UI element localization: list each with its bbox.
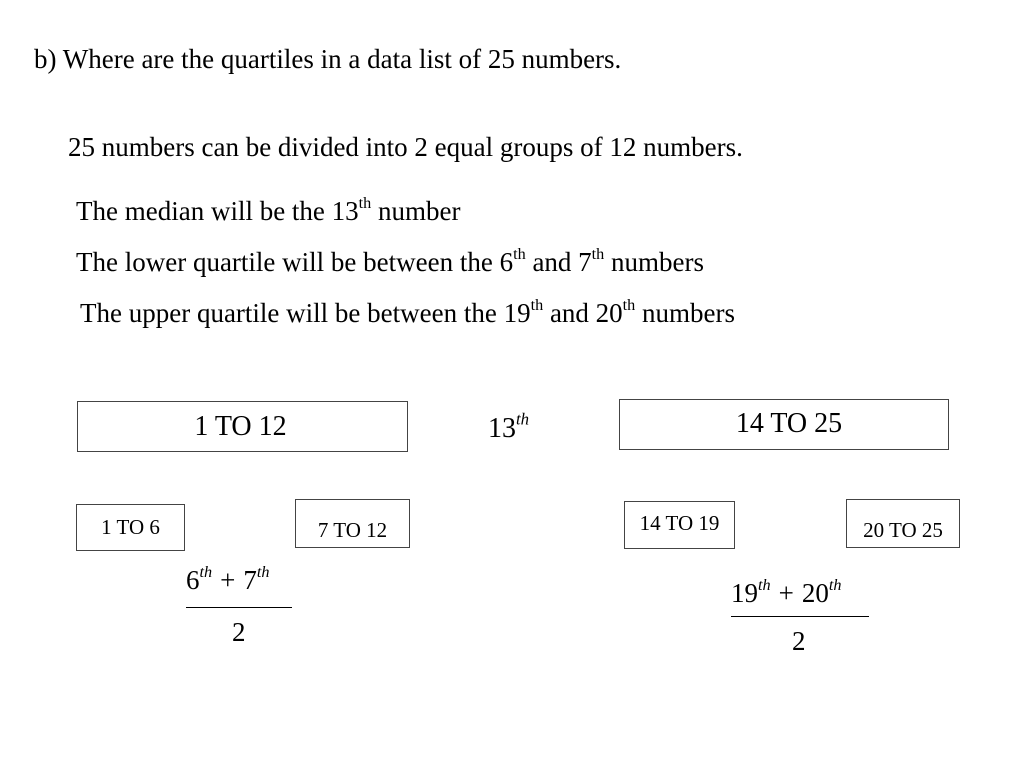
upper-text-end: numbers [635,298,735,328]
subgroup-box-1 [76,504,185,551]
fraction-numerator [731,575,842,609]
lower-text-end: numbers [604,247,704,277]
median-statement [76,193,461,227]
lower-superscript-2: th [591,244,605,263]
explanation-line: 25 numbers can be divided into 2 equal groups of 12 numbers. [68,132,743,162]
subgroup-box-2 [295,499,410,548]
median-position-sup: th [516,409,530,429]
upper-text-mid: and 20 [543,298,623,328]
fraction-term-sup: th [256,562,270,581]
fraction-denominator: 2 [792,626,806,656]
fraction-term-sup: th [828,575,842,594]
group-box-left [77,401,408,452]
upper-superscript-2: th [622,295,636,314]
upper-superscript-1: th [530,295,544,314]
upper-quartile-fraction [731,575,873,668]
lower-quartile-fraction [186,562,296,655]
fraction-term: 19 [731,578,758,608]
plus-sign: + [778,578,794,608]
fraction-term: 6 [186,565,200,595]
median-text: The median will be the 13 [76,196,359,226]
median-position-number: 13 [488,413,516,444]
subgroup-box-3-label: 14 TO 19 [639,510,720,535]
median-text-end: number [371,196,461,226]
subgroup-box-4 [846,499,960,548]
question-text: b) Where are the quartiles in a data list of 25 numbers. [34,44,622,74]
group-box-right [619,399,949,450]
lower-text-mid: and 7 [525,247,592,277]
fraction-bar [731,616,869,617]
fraction-term: 20 [801,578,829,608]
fraction-numerator [186,562,270,596]
lower-text: The lower quartile will be between the 6 [76,247,514,277]
upper-quartile-statement [80,295,735,329]
subgroup-box-2-label: 7 TO 12 [317,518,388,542]
subgroup-box-1-label: 1 TO 6 [101,515,160,539]
fraction-term-sup: th [199,562,213,581]
fraction-denominator: 2 [232,617,246,647]
subgroup-box-4-label: 20 TO 25 [863,518,943,542]
subgroup-box-3 [624,501,735,549]
median-position [488,409,530,445]
upper-text: The upper quartile will be between the 19 [80,298,531,328]
lower-superscript-1: th [513,244,526,263]
lower-quartile-statement [76,244,704,278]
fraction-term: 7 [243,565,257,595]
median-superscript: th [358,193,372,212]
group-box-right-label: 14 TO 25 [735,407,843,439]
fraction-bar [186,607,292,608]
plus-sign: + [220,565,236,595]
group-box-left-label: 1 TO 12 [194,410,287,442]
fraction-term-sup: th [758,575,771,594]
